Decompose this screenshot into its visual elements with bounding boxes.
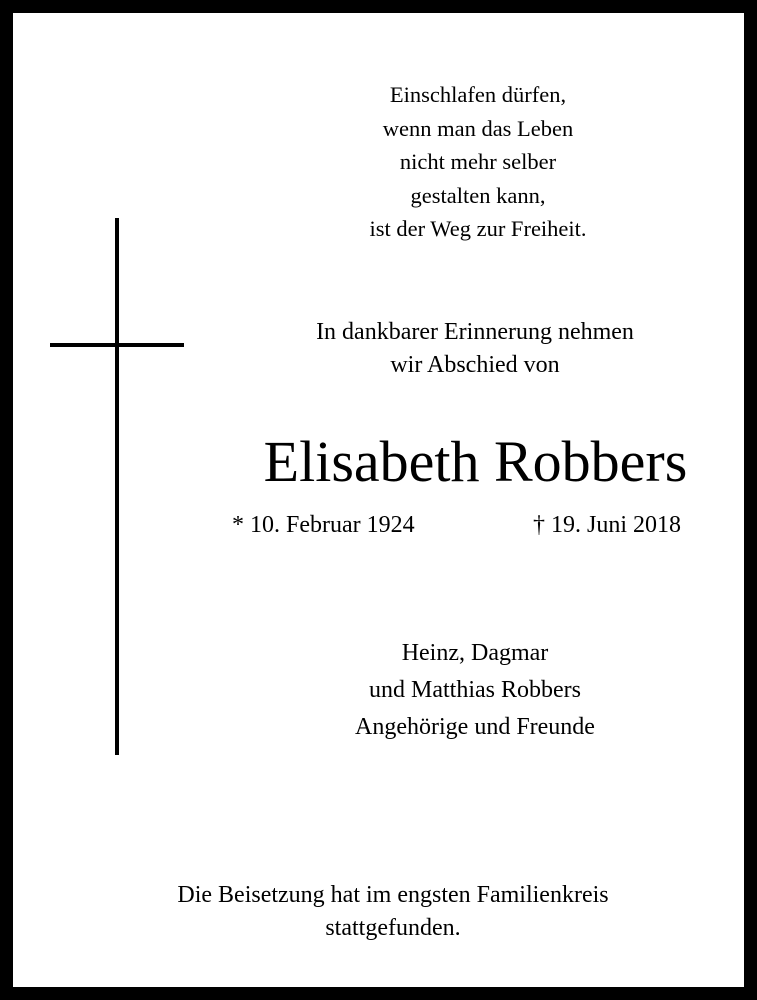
death-date: † 19. Juni 2018 — [533, 512, 682, 538]
mourners-block — [213, 635, 737, 746]
poem-line: nicht mehr selber — [399, 149, 557, 174]
intro-text — [213, 316, 737, 382]
poem-line: Einschlafen dürfen, — [389, 82, 567, 107]
birth-date: * 10. Februar 1924 — [232, 512, 415, 538]
cross-horizontal-bar — [50, 343, 184, 347]
poem-line: wenn man das Leben — [382, 115, 574, 141]
closing-line: stattgefunden. — [325, 915, 461, 941]
closing-note — [53, 879, 733, 945]
poem-block — [313, 78, 643, 246]
cross-vertical-bar — [115, 218, 119, 755]
intro-line: wir Abschied von — [390, 352, 560, 378]
mourner-line: und Matthias Robbers — [369, 677, 581, 703]
poem-line: ist der Weg zur Freiheit. — [369, 216, 587, 241]
deceased-name: Elisabeth Robbers — [263, 429, 688, 494]
closing-line: Die Beisetzung hat im engsten Familienkreis — [177, 882, 609, 908]
mourner-line: Heinz, Dagmar — [401, 640, 549, 666]
poem-line: gestalten kann, — [410, 182, 546, 208]
intro-line: In dankbarer Erinnerung nehmen — [316, 319, 634, 345]
mourner-line: Angehörige und Freunde — [355, 714, 595, 740]
